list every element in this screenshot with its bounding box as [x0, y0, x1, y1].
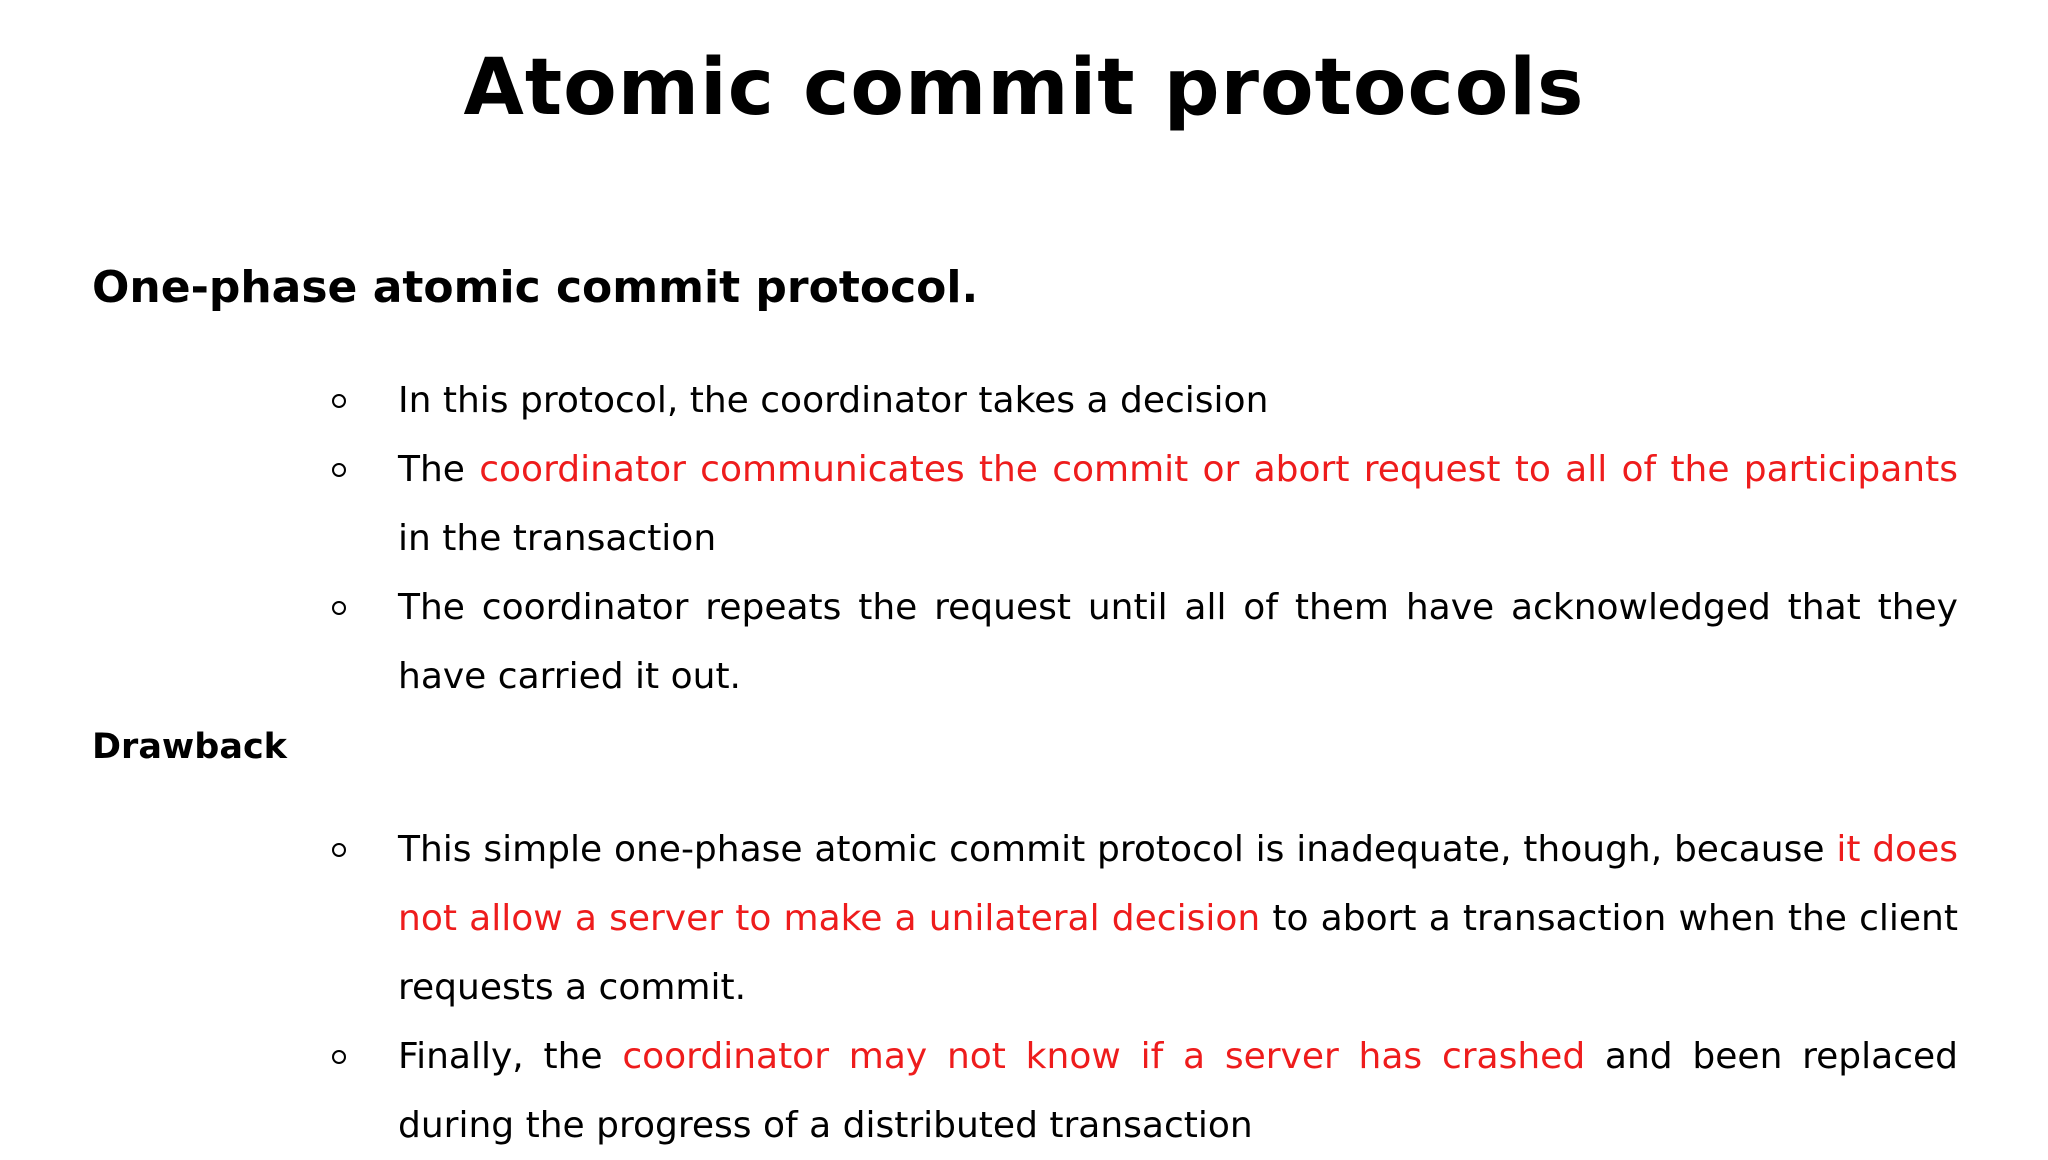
bullet-item: [0, 1022, 2048, 1160]
drawback-bullet-list: [0, 815, 2048, 1160]
hollow-circle-bullet-icon: [327, 366, 351, 435]
bullet-item: [0, 435, 2048, 573]
bullet-text: in the transaction: [398, 518, 717, 559]
hollow-circle-bullet-icon: [327, 815, 351, 884]
drawback-heading: Drawback: [92, 727, 287, 767]
bullet-text: to abort a transaction when the client requests a commit.: [398, 898, 1958, 1008]
bullet-item: [0, 366, 2048, 435]
bullet-text: and been replaced during the progress of a distributed transaction: [398, 1036, 1959, 1146]
bullet-text: This simple one-phase atomic commit protocol is inadequate, though, because: [398, 829, 1837, 870]
bullet-item: [0, 573, 2048, 711]
bullet-text: Finally, the: [398, 1036, 623, 1077]
protocol-bullet-list: [0, 366, 2048, 711]
bullet-text: The: [398, 449, 480, 490]
bullet-text: In this protocol, the coordinator takes a decision: [398, 380, 1269, 421]
highlighted-text: coordinator may not know if a server has crashed: [622, 1036, 1586, 1077]
bullet-text: The coordinator repeats the request until all of them have acknowledged that they have carried it out.: [398, 587, 1958, 697]
bullet-item: [0, 815, 2048, 1022]
section-heading: One-phase atomic commit protocol.: [92, 262, 979, 313]
highlighted-text: coordinator communicates the commit or abort request to all of the participants: [479, 449, 1958, 490]
hollow-circle-bullet-icon: [327, 1022, 351, 1091]
highlighted-text: it does not allow a server to make a unilateral decision: [398, 829, 1958, 939]
hollow-circle-bullet-icon: [327, 573, 351, 642]
slide-title: Atomic commit protocols: [463, 43, 1585, 133]
hollow-circle-bullet-icon: [327, 435, 351, 504]
